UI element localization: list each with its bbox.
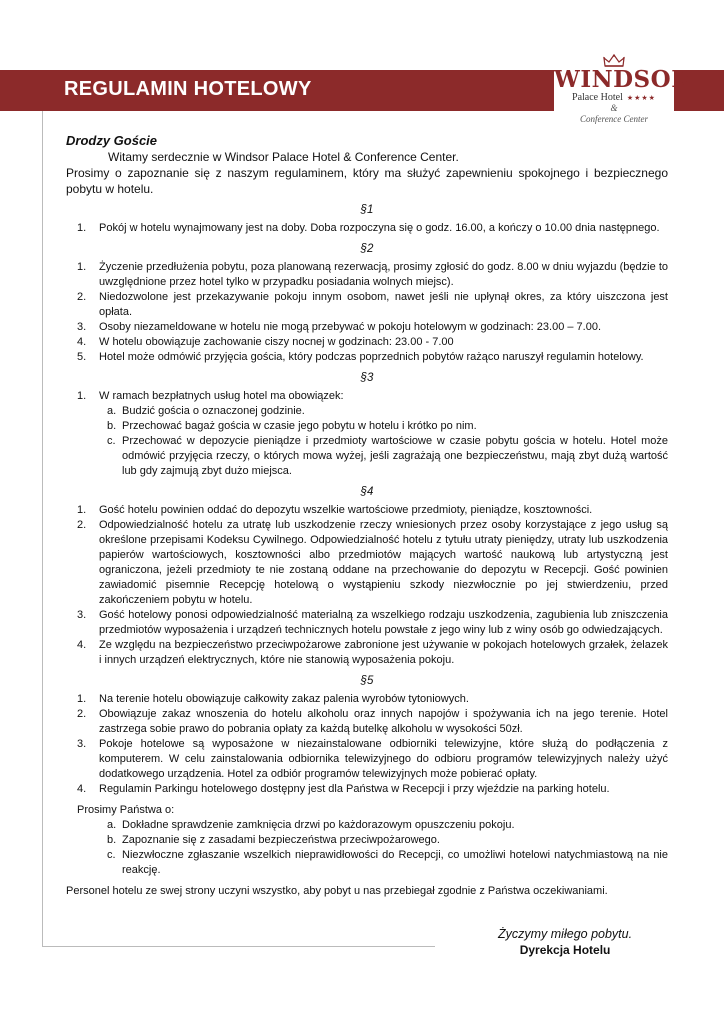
sub-list-item: a. Dokładne sprawdzenie zamknięcia drzwi po każdorazowym opuszczeniu pokoju. <box>66 818 668 833</box>
list-item: 2. Odpowiedzialność hotelu za utratę lub uszkodzenie rzeczy wniesionych przez osoby korzystające z jego usług są określone przepisami Kodeksu Cywilnego. Odpowiedzialność hotelu z tytułu utraty pieniędzy, utraty lub uszkodzenia papierów wartościowych, kosztowności albo przedmiotów mających wartość naukową lub artystyczną jest ograniczona, jeżeli przedmioty te nie zostaną oddane na przechowanie do depozytu w Recepcji. Gość powinien zawiadomić pisemnie Recepcję hotelową o wystąpieniu szkody niezwłocznie po jej stwierdzeniu, przed zakończeniem pobytu w hotelu. <box>66 518 668 608</box>
welcome-text: Witamy serdecznie w Windsor Palace Hotel & Conference Center. <box>108 150 459 164</box>
requests-list <box>66 818 668 878</box>
list-item: 1. Gość hotelu powinien oddać do depozytu wszelkie wartościowe przedmioty, pieniądze, kosztowności. <box>66 503 668 518</box>
document-body <box>66 133 668 899</box>
list-item: 2. Niedozwolone jest przekazywanie pokoju innym osobom, nawet jeśli nie upłynął okres, za który uiszczona jest opłata. <box>66 290 668 320</box>
sub-list-item: c. Niezwłoczne zgłaszanie wszelkich nieprawidłowości do Recepcji, co umożliwi hotelowi natychmiastową na nie reakcję. <box>66 848 668 878</box>
list-item: 1. Pokój w hotelu wynajmowany jest na doby. Doba rozpoczyna się o godz. 16.00, a kończy o 10.00 dnia następnego. <box>66 221 668 236</box>
list-item: 1. W ramach bezpłatnych usług hotel ma obowiązek: <box>66 389 668 404</box>
logo-stars: ★★★★ <box>626 94 656 102</box>
logo-conference: Conference Center <box>580 114 648 124</box>
section-heading: §1 <box>360 204 374 216</box>
sub-list-item: b. Zapoznanie się z zasadami bezpieczeństwa przeciwpożarowego. <box>66 833 668 848</box>
list-item: 5. Hotel może odmówić przyjęcia gościa, który podczas poprzednich pobytów rażąco naruszył regulamin hotelowy. <box>66 350 668 365</box>
list-item: 3. Pokoje hotelowe są wyposażone w niezainstalowane odbiorniki telewizyjne, które służą do podłączenia z komputerem. W celu zainstalowania odbiornika telewizyjnego do odbioru programów telewizyjnych należy użyć dodatkowego urządzenia. Hotel za odbiór programów telewizyjnych może pobierać opłaty. <box>66 737 668 782</box>
sub-list-item: c. Przechować w depozycie pieniądze i przedmioty wartościowe w czasie pobytu gościa w hotelu. Hotel może odmówić przyjęcia rzeczy, o których mowa wyżej, jeśli zagrażają one bezpieczeństwu, mają zbyt dużą wartość lub gdy zajmują zbyt dużo miejsca. <box>66 434 668 479</box>
left-divider <box>42 111 43 947</box>
signature: Dyrekcja Hotelu <box>519 943 611 957</box>
section-heading: §5 <box>360 675 374 687</box>
page-title: REGULAMIN HOTELOWY <box>64 78 312 100</box>
requests-block <box>66 803 668 878</box>
section-heading: §2 <box>360 243 374 255</box>
list-item: 2. Obowiązuje zakaz wnoszenia do hotelu alkoholu oraz innych napojów i spożywania ich na jego terenie. Hotel zastrzega sobie prawo do pobrania opłaty za każdą butelkę alkoholu w wysokości 50zł. <box>66 707 668 737</box>
requests-label: Prosimy Państwa o: <box>77 804 175 816</box>
list-item: 3. Osoby niezameldowane w hotelu nie mogą przebywać w pokoju hotelowym w godzinach: 23.00 – 7.00. <box>66 320 668 335</box>
personnel-note: Personel hotelu ze swej strony uczyni wszystko, aby pobyt u nas przebiegał zgodnie z Państwa oczekiwaniami. <box>66 885 608 897</box>
logo-ampersand: & <box>610 103 618 113</box>
section-heading: §3 <box>360 372 374 384</box>
section-list <box>66 221 668 236</box>
greeting: Drodzy Goście <box>66 133 158 148</box>
section-list <box>66 260 668 365</box>
list-item: 3. Gość hotelowy ponosi odpowiedzialność materialną za wszelkiego rodzaju uszkodzenia, zagubienia lub zniszczenia przedmiotów wyposażenia i urządzeń technicznych hotelu powstałe z jego winy lub z winy osób go odwiedzających. <box>66 608 668 638</box>
list-item: 4. Regulamin Parkingu hotelowego dostępny jest dla Państwa w Recepcji i przy wjeździe na parking hotelu. <box>66 782 668 797</box>
intro-text: Prosimy o zapoznanie się z naszym regulaminem, który ma służyć zapewnieniu spokojnego i bezpiecznego pobytu w hotelu. <box>66 166 668 196</box>
section-list <box>66 389 668 404</box>
section-list <box>66 503 668 668</box>
list-item: 1. Życzenie przedłużenia pobytu, poza planowaną rezerwacją, prosimy zgłosić do godz. 8.00 w dniu wyjazdu (będzie to uwzględnione przez hotel tylko w przypadku posiadania wolnych miejsc). <box>66 260 668 290</box>
section-heading: §4 <box>360 486 374 498</box>
closing-block <box>498 926 632 958</box>
sub-list-item: b. Przechować bagaż gościa w czasie jego pobytu w hotelu i krótko po nim. <box>66 419 668 434</box>
bottom-divider <box>42 946 435 947</box>
sub-list-item: a. Budzić gościa o oznaczonej godzinie. <box>66 404 668 419</box>
list-item: 1. Na terenie hotelu obowiązuje całkowity zakaz palenia wyrobów tytoniowych. <box>66 692 668 707</box>
closing-wish: Życzymy miłego pobytu. <box>498 927 633 941</box>
sub-list <box>66 404 668 479</box>
logo-name: WINDSOR <box>554 66 691 93</box>
list-item: 4. Ze względu na bezpieczeństwo przeciwpożarowe zabronione jest używanie w pokojach hotelowych grzałek, żelazek i innych urządzeń elektrycznych, które nie stanowią wyposażenia pokoju. <box>66 638 668 668</box>
list-item: 4. W hotelu obowiązuje zachowanie ciszy nocnej w godzinach: 23.00 - 7.00 <box>66 335 668 350</box>
section-list <box>66 692 668 797</box>
logo-sub-text: Palace Hotel <box>572 92 623 103</box>
hotel-logo <box>554 52 691 134</box>
